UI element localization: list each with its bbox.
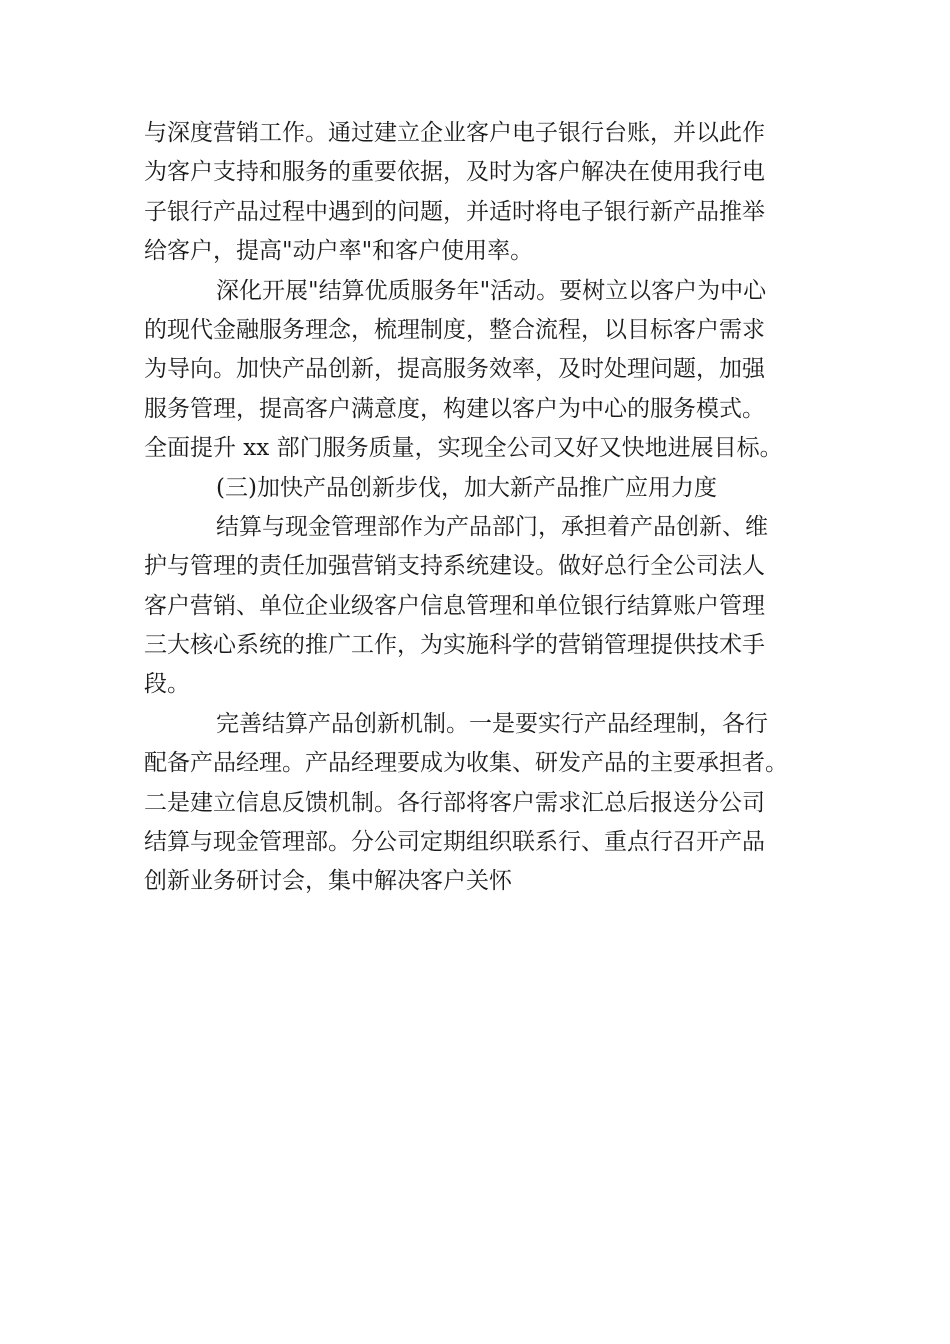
text-line: 子银行产品过程中遇到的问题，并适时将电子银行新产品推举 — [144, 198, 765, 225]
text-line: 服务管理，提高客户满意度，构建以客户为中心的服务模式。 — [144, 395, 765, 422]
text-line: 配备产品经理。产品经理要成为收集、研发产品的主要承担者。 — [144, 750, 788, 777]
text-line: 段。 — [144, 671, 190, 698]
text-line: 全面提升 xx 部门服务质量，实现全公司又好又快地进展目标。 — [144, 435, 783, 462]
text-line: 与深度营销工作。通过建立企业客户电子银行台账，并以此作 — [144, 120, 765, 146]
text-line: 三大核心系统的推广工作，为实施科学的营销管理提供技术手 — [144, 632, 765, 659]
text-line: 二是建立信息反馈机制。各行部将客户需求汇总后报送分公司 — [144, 789, 765, 816]
text-line: 深化开展"结算优质服务年"活动。要树立以客户为中心 — [216, 277, 767, 304]
text-line: 创新业务研讨会，集中解决客户关怀 — [144, 868, 512, 895]
text-line: 的现代金融服务理念，梳理制度，整合流程，以目标客户需求 — [144, 316, 765, 343]
text-line: 客户营销、单位企业级客户信息管理和单位银行结算账户管理 — [144, 592, 765, 619]
text-line: 完善结算产品创新机制。一是要实行产品经理制，各行 — [216, 710, 768, 737]
section-heading: (三)加快产品创新步伐，加大新产品推广应用力度 — [216, 474, 717, 501]
text-line: 为导向。加快产品创新，提高服务效率，及时处理问题，加强 — [144, 356, 765, 383]
text-line: 为客户支持和服务的重要依据，及时为客户解决在使用我行电 — [144, 159, 765, 186]
text-line: 给客户，提高"动户率"和客户使用率。 — [144, 238, 534, 265]
text-line: 结算与现金管理部。分公司定期组织联系行、重点行召开产品 — [144, 829, 765, 856]
text-line: 结算与现金管理部作为产品部门，承担着产品创新、维 — [216, 513, 768, 540]
text-line: 护与管理的责任加强营销支持系统建设。做好总行全公司法人 — [144, 553, 765, 580]
document-body — [144, 114, 814, 902]
